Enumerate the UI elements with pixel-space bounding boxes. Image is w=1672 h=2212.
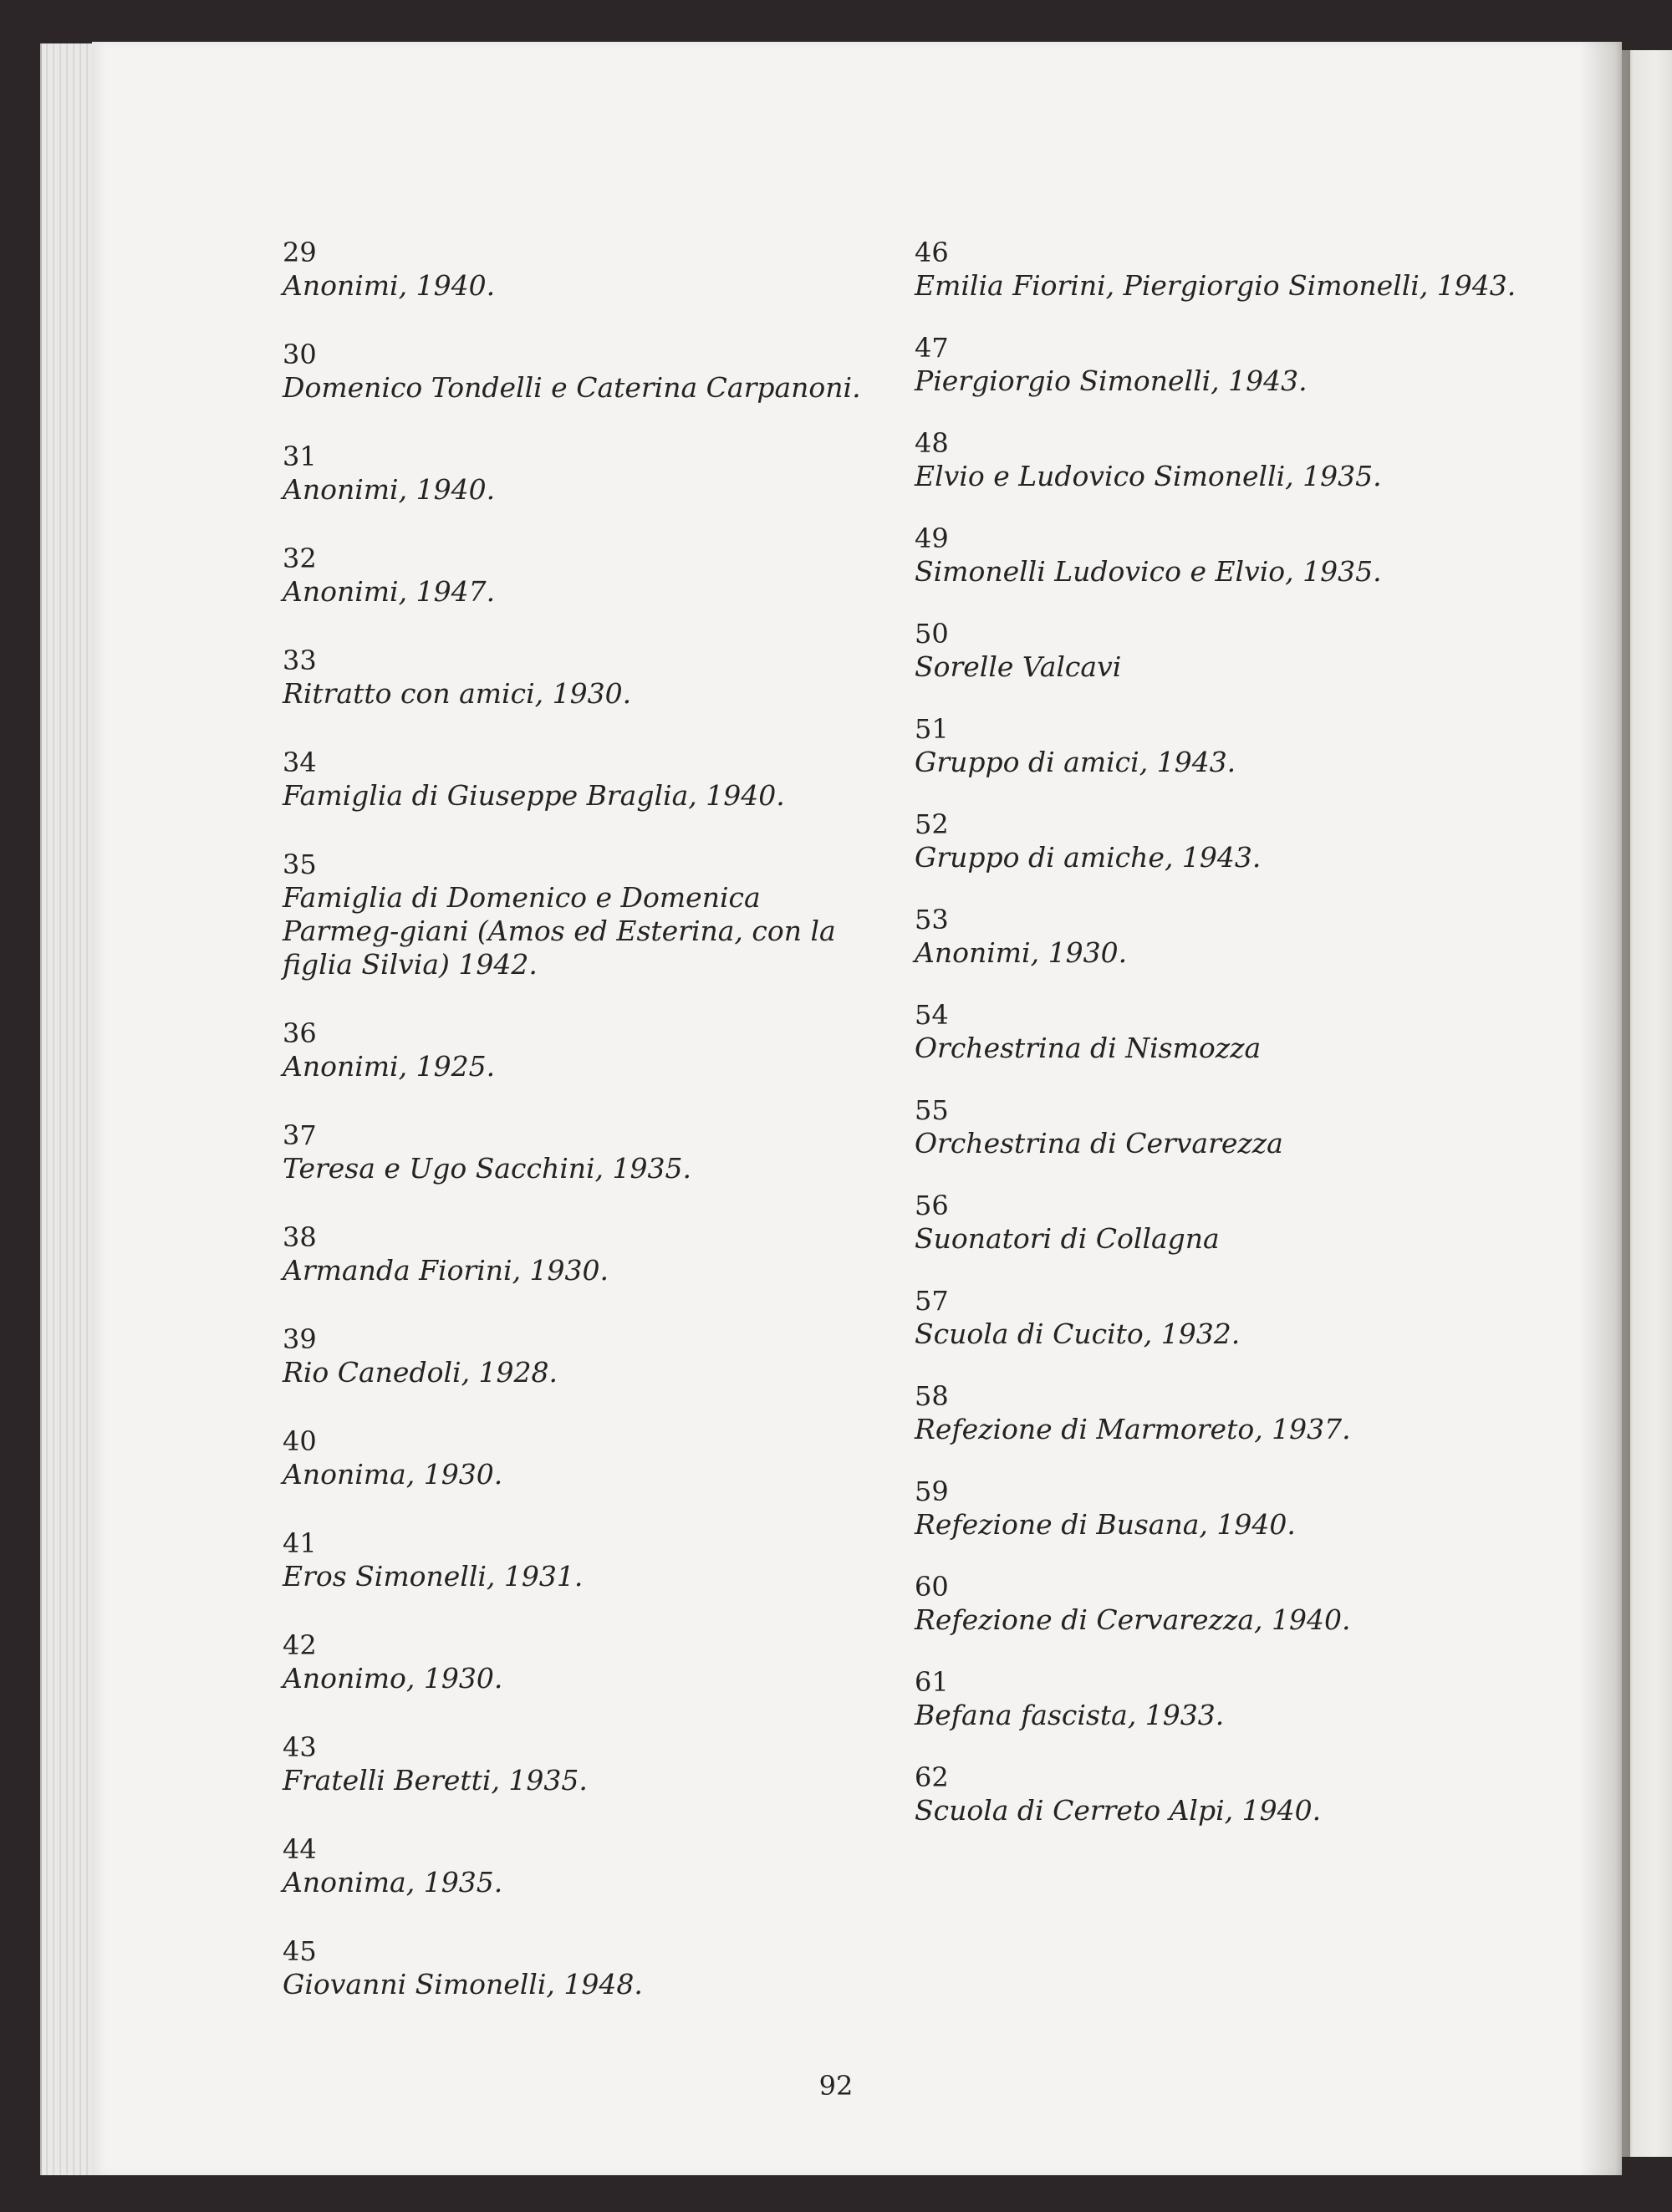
caption-title: Anonima, 1935. [283, 1866, 503, 1899]
caption-title: Orchestrina di Nismozza [915, 1032, 1262, 1064]
caption-entry [915, 808, 1517, 874]
caption-entry [283, 1628, 884, 1695]
caption-entry [283, 848, 884, 981]
caption-number: 29 [283, 237, 317, 268]
caption-list-right [915, 236, 1517, 1827]
caption-entry [915, 522, 1517, 589]
caption-number: 42 [283, 1629, 317, 1661]
caption-title: Elvio e Ludovico Simonelli, 1935. [915, 460, 1382, 492]
caption-number: 60 [915, 1571, 949, 1603]
caption-title: Piergiorgio Simonelli, 1943. [915, 364, 1308, 397]
caption-title: Famiglia di Domenico e Domenica Parmeg-giani (Amos ed Esterina, con la figlia Silvia) 1942. [283, 881, 836, 981]
caption-entry [283, 1221, 884, 1287]
caption-title: Emilia Fiorini, Piergiorgio Simonelli, 1943. [915, 269, 1517, 302]
caption-number: 53 [915, 904, 949, 935]
caption-entry [915, 617, 1517, 684]
caption-number: 50 [915, 618, 949, 650]
caption-entry [283, 338, 884, 405]
caption-entry [283, 440, 884, 507]
caption-number: 59 [915, 1476, 949, 1507]
page-number: 92 [818, 2070, 854, 2102]
caption-number: 44 [283, 1833, 317, 1865]
caption-number: 30 [283, 339, 317, 370]
caption-title: Armanda Fiorini, 1930. [283, 1254, 609, 1287]
caption-entry [915, 1665, 1517, 1732]
caption-title: Scuola di Cerreto Alpi, 1940. [915, 1794, 1322, 1827]
caption-title: Ritratto con amici, 1930. [283, 677, 632, 710]
caption-title: Domenico Tondelli e Caterina Carpanoni. [283, 371, 861, 404]
caption-title: Befana fascista, 1933. [915, 1699, 1225, 1731]
caption-title: Anonimo, 1930. [283, 1662, 503, 1695]
caption-entry [283, 1934, 884, 2001]
caption-entry [915, 1379, 1517, 1446]
caption-entry [915, 236, 1517, 303]
caption-title: Fratelli Beretti, 1935. [283, 1764, 588, 1797]
caption-number: 32 [283, 543, 317, 574]
caption-title: Scuola di Cucito, 1932. [915, 1318, 1241, 1350]
caption-entry [915, 998, 1517, 1065]
caption-number: 37 [283, 1119, 317, 1151]
caption-entry [283, 1119, 884, 1185]
caption-entry [283, 542, 884, 609]
caption-title: Giovanni Simonelli, 1948. [283, 1968, 643, 2000]
caption-entry [915, 331, 1517, 398]
caption-number: 34 [283, 747, 317, 778]
caption-number: 41 [283, 1527, 317, 1559]
caption-number: 57 [915, 1285, 949, 1317]
caption-title: Anonimi, 1925. [283, 1050, 496, 1083]
caption-title: Anonimi, 1940. [283, 269, 496, 302]
caption-number: 48 [915, 427, 949, 459]
caption-title: Anonimi, 1930. [915, 936, 1128, 969]
caption-number: 54 [915, 999, 949, 1031]
caption-entry [915, 1475, 1517, 1542]
caption-title: Simonelli Ludovico e Elvio, 1935. [915, 555, 1382, 588]
caption-number: 40 [283, 1425, 317, 1457]
caption-title: Gruppo di amiche, 1943. [915, 841, 1262, 874]
caption-number: 58 [915, 1380, 949, 1412]
caption-title: Gruppo di amici, 1943. [915, 746, 1236, 778]
caption-number: 62 [915, 1761, 949, 1793]
caption-entry [915, 426, 1517, 493]
caption-entry [283, 1323, 884, 1389]
caption-number: 35 [283, 849, 317, 880]
caption-title: Suonatori di Collagna [915, 1222, 1220, 1255]
caption-list-left [283, 236, 884, 2001]
caption-title: Refezione di Cervarezza, 1940. [915, 1603, 1351, 1636]
caption-number: 33 [283, 645, 317, 676]
caption-number: 45 [283, 1935, 317, 1967]
caption-number: 55 [915, 1094, 949, 1126]
gutter-shadow [1580, 42, 1630, 2175]
caption-number: 31 [283, 441, 317, 472]
caption-entry [915, 1284, 1517, 1351]
caption-entry [283, 644, 884, 711]
caption-number: 47 [915, 332, 949, 364]
caption-title: Anonimi, 1947. [283, 575, 496, 608]
caption-entry [915, 1570, 1517, 1637]
caption-title: Refezione di Marmoreto, 1937. [915, 1413, 1351, 1445]
caption-title: Orchestrina di Cervarezza [915, 1127, 1283, 1160]
caption-number: 39 [283, 1323, 317, 1355]
caption-number: 43 [283, 1731, 317, 1763]
caption-number: 56 [915, 1190, 949, 1221]
caption-number: 38 [283, 1221, 317, 1253]
caption-entry [915, 1761, 1517, 1827]
caption-entry [283, 1526, 884, 1593]
caption-number: 61 [915, 1666, 949, 1698]
caption-number: 46 [915, 237, 949, 268]
caption-number: 49 [915, 522, 949, 554]
caption-title: Anonimi, 1940. [283, 473, 496, 506]
caption-entry [915, 903, 1517, 970]
caption-number: 51 [915, 713, 949, 745]
caption-title: Sorelle Valcavi [915, 650, 1122, 683]
caption-number: 52 [915, 808, 949, 840]
caption-title: Anonima, 1930. [283, 1458, 503, 1491]
caption-number: 36 [283, 1017, 317, 1049]
caption-title: Refezione di Busana, 1940. [915, 1508, 1296, 1541]
caption-title: Eros Simonelli, 1931. [283, 1560, 584, 1593]
caption-entry [915, 1093, 1517, 1160]
caption-entry [283, 1017, 884, 1083]
caption-title: Famiglia di Giuseppe Braglia, 1940. [283, 779, 785, 812]
caption-title: Rio Canedoli, 1928. [283, 1356, 558, 1389]
caption-title: Teresa e Ugo Sacchini, 1935. [283, 1152, 692, 1185]
caption-entry [915, 712, 1517, 779]
caption-entry [283, 1730, 884, 1797]
caption-entry [283, 746, 884, 813]
caption-entry [283, 1832, 884, 1899]
caption-entry [915, 1189, 1517, 1256]
caption-entry [283, 236, 884, 303]
caption-entry [283, 1425, 884, 1491]
